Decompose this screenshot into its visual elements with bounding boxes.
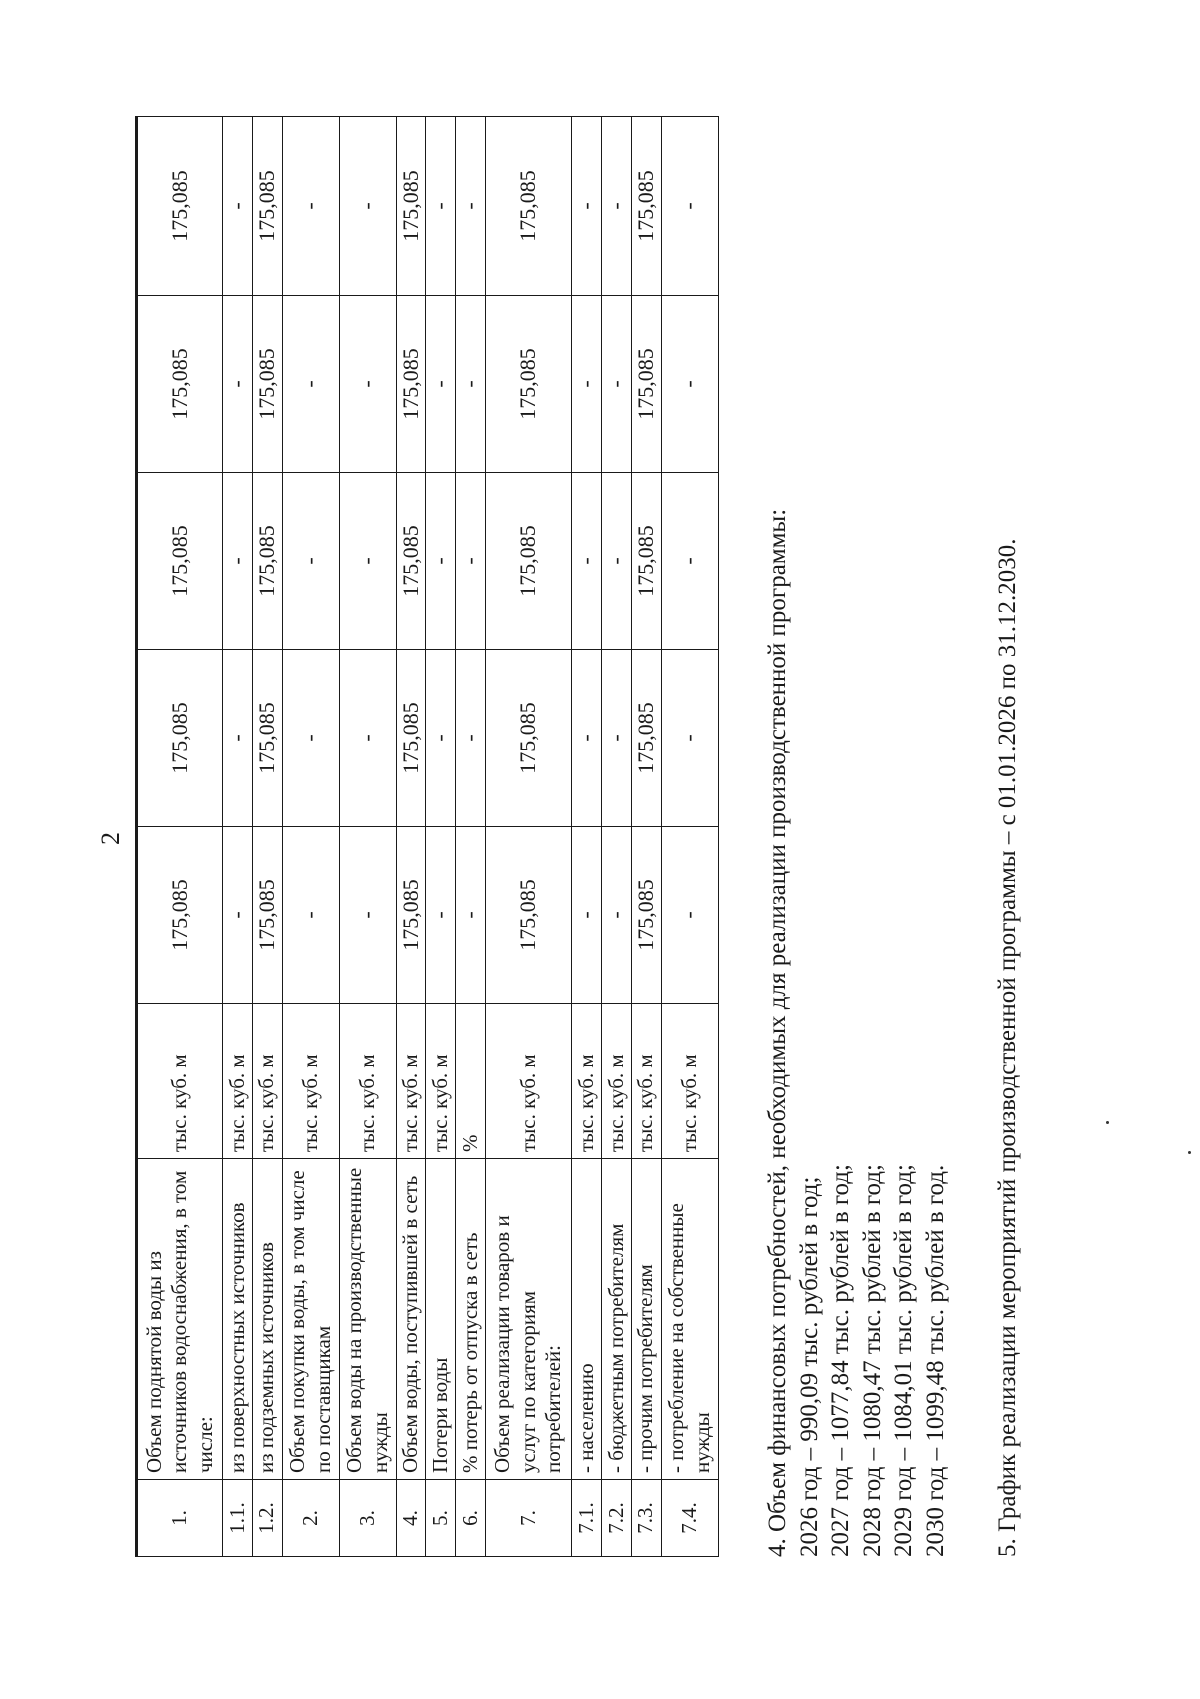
section-4-financial-needs bbox=[762, 107, 951, 1557]
row-value: - bbox=[282, 827, 339, 1004]
row-number: 2. bbox=[282, 1480, 339, 1557]
row-unit: тыс. куб. м bbox=[631, 1004, 661, 1159]
row-value: 175,085 bbox=[137, 650, 223, 827]
row-value: 175,085 bbox=[486, 827, 572, 1004]
financial-line: 2026 год – 990,09 тыс. рублей в год; bbox=[795, 1176, 823, 1557]
financial-line: 2030 год – 1099,48 тыс. рублей в год. bbox=[921, 1164, 949, 1557]
row-value: - bbox=[572, 296, 602, 473]
row-value: - bbox=[661, 473, 718, 650]
row-unit: тыс. куб. м bbox=[137, 1004, 223, 1159]
row-indicator-name: - потребление на собственные нужды bbox=[661, 1159, 718, 1480]
row-indicator-name: Объем реализации товаров и услуг по категориям потребителей: bbox=[486, 1159, 572, 1480]
row-value: 175,085 bbox=[396, 473, 426, 650]
row-value: - bbox=[282, 650, 339, 827]
row-value: 175,085 bbox=[631, 117, 661, 296]
row-value: - bbox=[426, 827, 456, 1004]
row-unit: тыс. куб. м bbox=[339, 1004, 396, 1159]
row-number: 6. bbox=[456, 1480, 486, 1557]
row-unit: тыс. куб. м bbox=[486, 1004, 572, 1159]
page-number: 2 bbox=[96, 832, 125, 845]
row-value: 175,085 bbox=[486, 296, 572, 473]
row-unit: тыс. куб. м bbox=[661, 1004, 718, 1159]
row-value: - bbox=[572, 650, 602, 827]
row-value: - bbox=[223, 296, 253, 473]
table-row bbox=[486, 117, 572, 1557]
table-row bbox=[601, 117, 631, 1557]
row-indicator-name: Объем покупки воды, в том числе по поставщикам bbox=[282, 1159, 339, 1480]
row-value: 175,085 bbox=[252, 296, 282, 473]
row-value: - bbox=[601, 117, 631, 296]
row-number: 5. bbox=[426, 1480, 456, 1557]
row-value: 175,085 bbox=[396, 650, 426, 827]
table-row bbox=[572, 117, 602, 1557]
row-number: 4. bbox=[396, 1480, 426, 1557]
row-number: 1.2. bbox=[252, 1480, 282, 1557]
row-value: - bbox=[339, 296, 396, 473]
row-indicator-name: из подземных источников bbox=[252, 1159, 282, 1480]
row-unit: % bbox=[456, 1004, 486, 1159]
row-value: 175,085 bbox=[486, 473, 572, 650]
row-indicator-name: - бюджетным потребителям bbox=[601, 1159, 631, 1480]
row-number: 1.1. bbox=[223, 1480, 253, 1557]
row-value: 175,085 bbox=[252, 650, 282, 827]
row-value: 175,085 bbox=[396, 296, 426, 473]
row-value: 175,085 bbox=[252, 117, 282, 296]
row-value: 175,085 bbox=[396, 827, 426, 1004]
row-value: - bbox=[426, 650, 456, 827]
row-value: - bbox=[282, 117, 339, 296]
row-value: - bbox=[223, 117, 253, 296]
row-unit: тыс. куб. м bbox=[282, 1004, 339, 1159]
row-value: - bbox=[456, 650, 486, 827]
row-value: - bbox=[601, 650, 631, 827]
row-value: 175,085 bbox=[396, 117, 426, 296]
row-value: - bbox=[661, 827, 718, 1004]
table-row bbox=[137, 117, 223, 1557]
row-value: - bbox=[661, 296, 718, 473]
row-value: - bbox=[456, 117, 486, 296]
row-value: 175,085 bbox=[252, 473, 282, 650]
row-indicator-name: Объем поднятой воды из источников водоснабжения, в том числе: bbox=[137, 1159, 223, 1480]
row-value: - bbox=[572, 117, 602, 296]
scan-speck bbox=[1106, 1121, 1109, 1124]
section-5-schedule: 5. График реализации мероприятий производственной программы – с 01.01.2026 по 31.12.2030. bbox=[994, 538, 1021, 1557]
table-row bbox=[426, 117, 456, 1557]
table-row bbox=[252, 117, 282, 1557]
row-value: 175,085 bbox=[137, 296, 223, 473]
row-unit: тыс. куб. м bbox=[396, 1004, 426, 1159]
row-indicator-name: - населению bbox=[572, 1159, 602, 1480]
row-value: 175,085 bbox=[631, 473, 661, 650]
row-value: - bbox=[426, 117, 456, 296]
row-value: - bbox=[223, 827, 253, 1004]
row-value: - bbox=[339, 473, 396, 650]
row-value: 175,085 bbox=[252, 827, 282, 1004]
table-row bbox=[339, 117, 396, 1557]
table-body bbox=[137, 117, 719, 1557]
row-value: - bbox=[456, 827, 486, 1004]
row-unit: тыс. куб. м bbox=[223, 1004, 253, 1159]
row-value: - bbox=[661, 117, 718, 296]
row-unit: тыс. куб. м bbox=[572, 1004, 602, 1159]
row-value: - bbox=[282, 473, 339, 650]
row-number: 7.2. bbox=[601, 1480, 631, 1557]
row-value: 175,085 bbox=[137, 473, 223, 650]
row-value: 175,085 bbox=[631, 296, 661, 473]
row-value: 175,085 bbox=[137, 827, 223, 1004]
row-value: - bbox=[456, 473, 486, 650]
row-indicator-name: - прочим потребителям bbox=[631, 1159, 661, 1480]
row-value: - bbox=[223, 650, 253, 827]
financial-line: 2028 год – 1080,47 тыс. рублей в год; bbox=[858, 1164, 886, 1557]
scan-speck bbox=[1188, 1151, 1191, 1154]
financial-line: 2027 год – 1077,84 тыс. рублей в год; bbox=[827, 1164, 854, 1557]
section-4-heading: 4. Объем финансовых потребностей, необходимых для реализации производственной программы: bbox=[764, 508, 791, 1557]
row-indicator-name: Объем воды, поступившей в сеть bbox=[396, 1159, 426, 1480]
row-indicator-name: Потери воды bbox=[426, 1159, 456, 1480]
row-value: 175,085 bbox=[486, 117, 572, 296]
row-value: - bbox=[339, 827, 396, 1004]
row-number: 7.3. bbox=[631, 1480, 661, 1557]
row-value: - bbox=[572, 827, 602, 1004]
row-value: - bbox=[223, 473, 253, 650]
row-value: - bbox=[661, 650, 718, 827]
row-unit: тыс. куб. м bbox=[601, 1004, 631, 1159]
table-row bbox=[631, 117, 661, 1557]
row-value: - bbox=[601, 473, 631, 650]
row-value: - bbox=[572, 473, 602, 650]
row-value: 175,085 bbox=[486, 650, 572, 827]
row-value: 175,085 bbox=[137, 117, 223, 296]
row-indicator-name: % потерь от отпуска в сеть bbox=[456, 1159, 486, 1480]
production-program-table bbox=[135, 116, 719, 1557]
row-value: - bbox=[426, 296, 456, 473]
row-number: 1. bbox=[137, 1480, 223, 1557]
row-number: 7.1. bbox=[572, 1480, 602, 1557]
row-indicator-name: Объем воды на производственные нужды bbox=[339, 1159, 396, 1480]
row-value: 175,085 bbox=[631, 650, 661, 827]
table-row bbox=[396, 117, 426, 1557]
row-unit: тыс. куб. м bbox=[252, 1004, 282, 1159]
table-row bbox=[661, 117, 718, 1557]
row-value: - bbox=[339, 117, 396, 296]
table-row bbox=[456, 117, 486, 1557]
row-number: 3. bbox=[339, 1480, 396, 1557]
row-value: - bbox=[282, 296, 339, 473]
row-value: - bbox=[456, 296, 486, 473]
table-row bbox=[282, 117, 339, 1557]
row-value: - bbox=[601, 827, 631, 1004]
row-value: - bbox=[426, 473, 456, 650]
row-indicator-name: из поверхностных источников bbox=[223, 1159, 253, 1480]
row-number: 7.4. bbox=[661, 1480, 718, 1557]
financial-line: 2029 год – 1084,01 тыс. рублей в год; bbox=[890, 1164, 917, 1557]
row-value: - bbox=[601, 296, 631, 473]
row-value: 175,085 bbox=[631, 827, 661, 1004]
row-number: 7. bbox=[486, 1480, 572, 1557]
row-value: - bbox=[339, 650, 396, 827]
row-unit: тыс. куб. м bbox=[426, 1004, 456, 1159]
table-row bbox=[223, 117, 253, 1557]
